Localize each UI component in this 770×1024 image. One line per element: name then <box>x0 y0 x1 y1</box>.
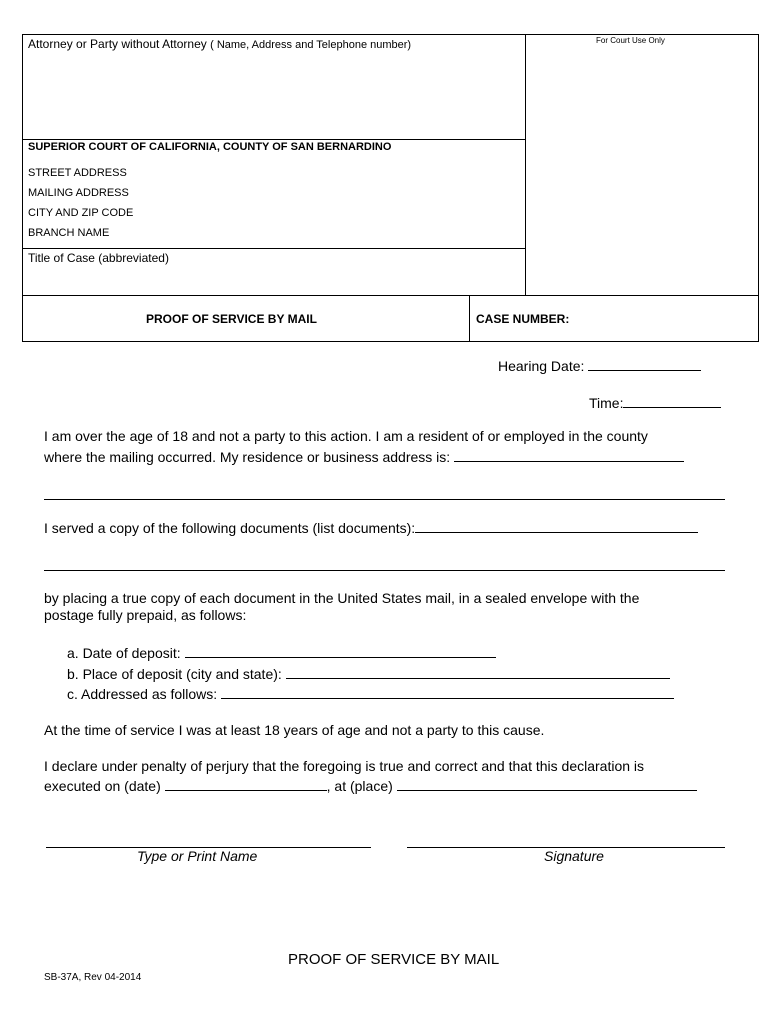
city-zip-label: CITY AND ZIP CODE <box>28 207 134 219</box>
time-of-service-statement: At the time of service I was at least 18 years of age and not a party to this cause. <box>44 722 545 738</box>
print-name-label: Type or Print Name <box>137 848 258 864</box>
form-id: SB-37A, Rev 04-2014 <box>44 972 142 983</box>
declaration-line2[interactable]: executed on (date) , at (place) <box>44 776 697 794</box>
date-of-deposit-field[interactable]: a. Date of deposit: <box>67 643 496 661</box>
address-blank-line[interactable] <box>44 499 725 500</box>
addressed-as-follows-field[interactable]: c. Addressed as follows: <box>67 684 674 702</box>
form-title-header: PROOF OF SERVICE BY MAIL <box>146 312 317 326</box>
declaration-line1: I declare under penalty of perjury that the foregoing is true and correct and that this declaration is <box>44 758 645 774</box>
hearing-date-field[interactable]: Hearing Date: <box>498 356 701 374</box>
court-use-label: For Court Use Only <box>596 36 665 45</box>
court-name: SUPERIOR COURT OF CALIFORNIA, COUNTY OF SAN BERNARDINO <box>28 141 392 153</box>
documents-blank-line[interactable] <box>44 570 725 571</box>
execution-place-field[interactable] <box>397 776 697 791</box>
address-field[interactable]: where the mailing occurred. My residence or business address is: <box>44 447 684 465</box>
street-address-label: STREET ADDRESS <box>28 167 127 179</box>
place-of-deposit-field[interactable]: b. Place of deposit (city and state): <box>67 664 670 682</box>
documents-field[interactable]: I served a copy of the following documents (list documents): <box>44 518 698 536</box>
branch-name-label: BRANCH NAME <box>28 227 110 239</box>
signature-label: Signature <box>544 848 604 864</box>
time-field[interactable]: Time: <box>589 393 721 411</box>
execution-date-field[interactable] <box>165 776 327 791</box>
mailing-statement-line1: by placing a true copy of each document in the United States mail, in a sealed envelope with the <box>44 590 640 606</box>
attorney-label: Attorney or Party without Attorney ( Name, Address and Telephone number) <box>28 37 412 51</box>
mailing-statement-line2: postage fully prepaid, as follows: <box>44 607 247 623</box>
mailing-address-label: MAILING ADDRESS <box>28 187 129 199</box>
footer-title: PROOF OF SERVICE BY MAIL <box>288 951 500 968</box>
case-number-label: CASE NUMBER: <box>476 312 570 326</box>
title-of-case-label: Title of Case (abbreviated) <box>28 251 169 265</box>
age-statement-line1: I am over the age of 18 and not a party to this action. I am a resident of or employed in the county <box>44 428 648 444</box>
